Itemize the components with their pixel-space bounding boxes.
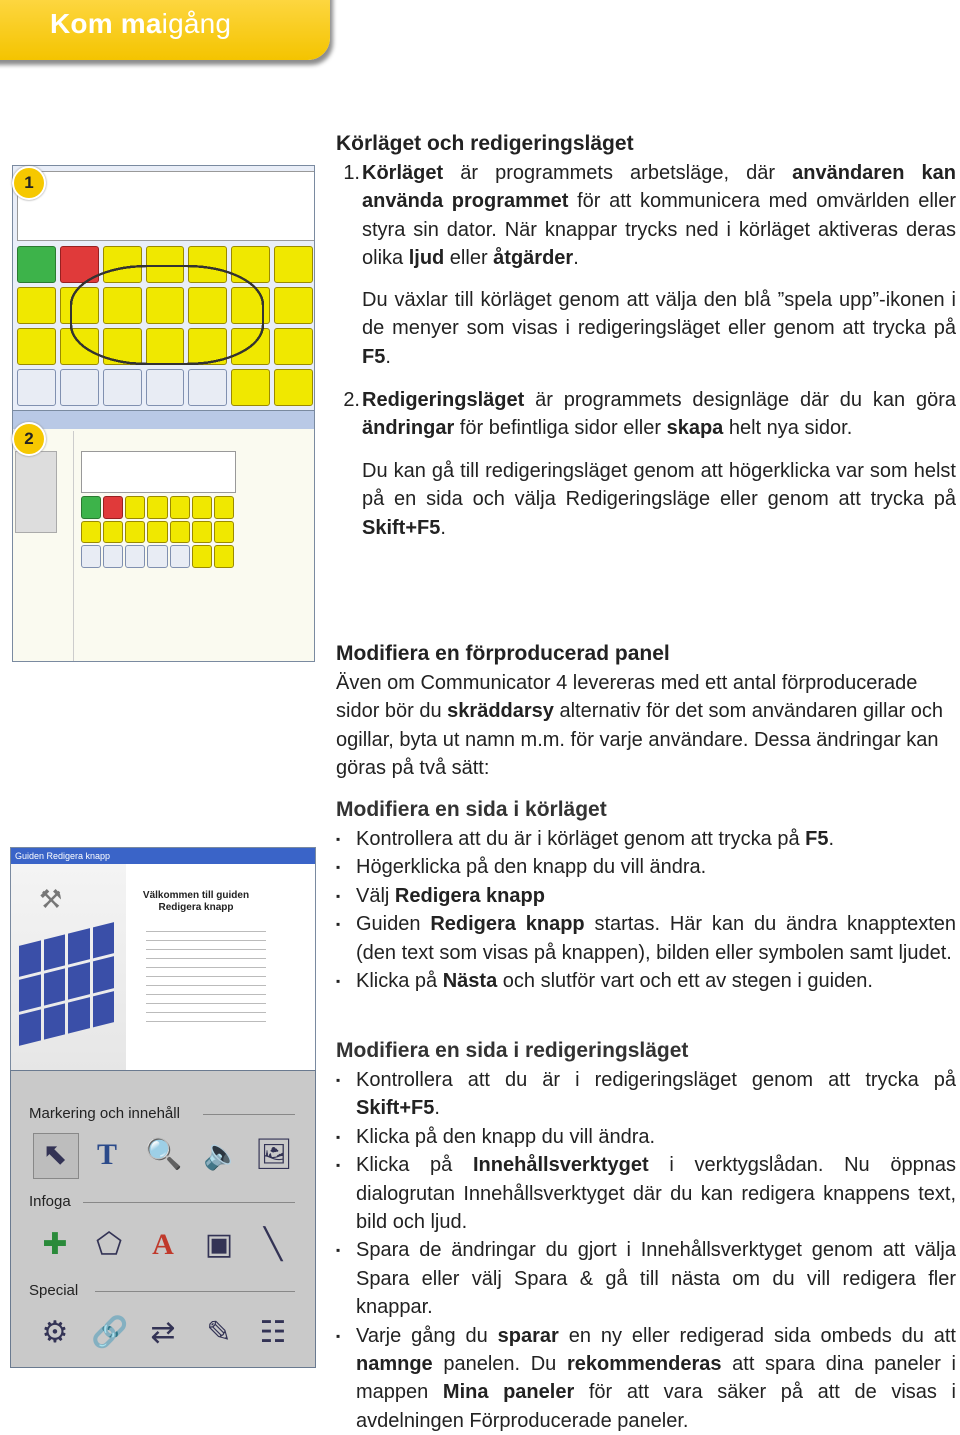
speaker-icon[interactable]: 🔈 [203,1138,241,1171]
cursor-icon[interactable]: ⬉ [42,1138,68,1171]
grid-graphic [19,922,114,1046]
link-icon[interactable]: 🔗 [91,1316,129,1349]
tool-sidebar [15,451,57,533]
sub2-heading: Modifiera en sida i redigeringsläget [336,1039,689,1062]
list-item: ▪ Högerklicka på den knapp du vill ändra. [336,853,956,881]
button-grid [17,246,313,406]
picture-icon[interactable]: 🖼 [255,1138,294,1171]
message-window [17,171,315,241]
list-item: ▪ Guiden Redigera knapp startas. Här kan du ändra knapptexten (den text som visas på knappen), bilden eller symbolen samt ljudet. [336,910,956,967]
grid-button [103,496,123,519]
section2-heading: Modifiera en förproducerad panel [336,642,670,665]
list-item: ▪ Klicka på den knapp du vill ändra. [336,1123,956,1151]
grid-button [170,496,190,519]
grid-button [147,496,167,519]
section2-intro: Även om Communicator 4 levereras med ett antal förproducerade sidor bör du skräddarsy alternativ för det som användaren gillar och ogillar, byta ut namn m.m. för varje användare. Dessa ändringar kan göras på två sätt: [336,672,944,780]
list-item: ▪ Klicka på Innehållsverktyget i verktygslådan. Nu öppnas dialogrutan Innehållsverktyget där du kan redigera knappens text, bild och ljud. [336,1151,956,1236]
grid-button [170,545,190,568]
grid-button [103,545,123,568]
divider [83,1202,295,1203]
grid-button [231,369,270,406]
canvas-divider [73,431,74,661]
step-1-badge: 1 [12,166,46,200]
grid-button [103,521,123,544]
grid-button [192,545,212,568]
grid-button [60,369,99,406]
grid-button [274,287,313,324]
grid-button [274,328,313,365]
pen-icon[interactable]: ✎ [206,1316,232,1349]
sub1-heading: Modifiera en sida i körläget [336,798,607,821]
screenshot-edit-mode [12,410,315,662]
grid-button [146,369,185,406]
grid-button [214,521,234,544]
edit-message-window [81,451,236,493]
sub1-list [336,825,956,995]
wizard-titlebar: Guiden Redigera knapp [11,848,316,864]
move-icon[interactable]: ⇄ [150,1316,176,1349]
grid-button [103,369,142,406]
magnifier-icon[interactable]: 🔍 [145,1138,183,1171]
list-item: ▪ Varje gång du sparar en ny eller redigerad sida ombeds du att namnge panelen. Du rekommenderas att spara dina paneler i mappen Mina paneler för att vara säker på att de visas i avdelningen Förproducerade paneler. [336,1322,956,1435]
grid-button [17,246,56,283]
tools-icon: ⚒ [39,884,63,914]
grid-button [147,521,167,544]
item1-p1: Körläget är programmets arbetsläge, där användaren kan använda programmet för att kommunicera med omvärlden eller styra sin dator. När knappar trycks ned i körläget aktiveras deras olika ljud eller åtgärder. [362,162,956,270]
grid-button [147,545,167,568]
toolbox-group-label: Infoga [29,1193,71,1210]
grid-button [17,369,56,406]
list-item: ▪ Välj Redigera knapp [336,882,956,910]
grid-button [214,496,234,519]
grid-button [214,545,234,568]
list-item: ▪ Kontrollera att du är i redigeringsläget genom att trycka på Skift+F5. [336,1066,956,1123]
wizard-graphic [11,864,126,1073]
image-icon[interactable]: ▣ [204,1228,234,1261]
chapter-tab [0,0,334,64]
item2-number: 2. [343,389,360,411]
grid-button [17,328,56,365]
wizard-body [146,926,266,1026]
list-item: ▪ Kontrollera att du är i körläget genom att trycka på F5. [336,825,956,853]
tools-icon[interactable]: ☷ [259,1316,287,1349]
grid-button [125,545,145,568]
edit-button-grid [81,496,234,568]
divider [95,1291,295,1292]
divider [203,1114,295,1115]
screenshot-wizard [10,847,316,1074]
settings-add-icon[interactable]: ⚙ [41,1316,69,1349]
item2-p1: Redigeringsläget är programmets designläge där du kan göra ändringar för befintliga sidor eller skapa helt nya sidor. [362,389,956,440]
item1-number: 1. [343,162,360,184]
chapter-title: Kom maigång [50,8,232,39]
step-2-badge: 2 [12,422,46,456]
toolbox-group-label: Special [29,1282,79,1299]
letter-a-icon[interactable]: A [152,1228,174,1261]
grid-button [125,496,145,519]
text-tool-icon[interactable]: T [96,1138,117,1171]
list-item: ▪ Spara de ändringar du gjort i Innehållsverktyget genom att välja Spara eller välj Spara & gå till nästa om du vill redigera fler knappar. [336,1236,956,1321]
grid-button [192,521,212,544]
grid-button [188,369,227,406]
grid-button [192,496,212,519]
screenshot-run-mode [12,165,315,412]
section1-heading: Körläget och redigeringsläget [336,132,634,155]
menu-bar [13,411,314,429]
sub2-list [336,1066,956,1435]
grid-button [274,246,313,283]
line-icon[interactable]: ╲ [263,1228,283,1261]
grid-button [81,496,101,519]
item1-p2: Du växlar till körläget genom att välja den blå ”spela upp”-ikonen i de menyer som visas i redigeringsläget eller genom att trycka på F5. [362,289,956,368]
grid-button [125,521,145,544]
grid-button [274,369,313,406]
item2-p2: Du kan gå till redigeringsläget genom att högerklicka var som helst på en sida och välja Redigeringsläge eller genom att trycka på Skift+F5. [362,460,956,539]
list-item: ▪ Klicka på Nästa och slutför vart och ett av stegen i guiden. [336,967,956,995]
grid-button [81,545,101,568]
grid-button [81,521,101,544]
toolbox-group-label: Markering och innehåll [29,1105,180,1122]
grid-button [170,521,190,544]
toolbox-panel [10,1070,316,1368]
grid-button [17,287,56,324]
add-button-icon[interactable]: ✚ [42,1228,68,1261]
wizard-heading: Välkommen till guiden Redigera knapp [142,890,250,913]
shape-icon[interactable]: ⬠ [95,1228,123,1261]
